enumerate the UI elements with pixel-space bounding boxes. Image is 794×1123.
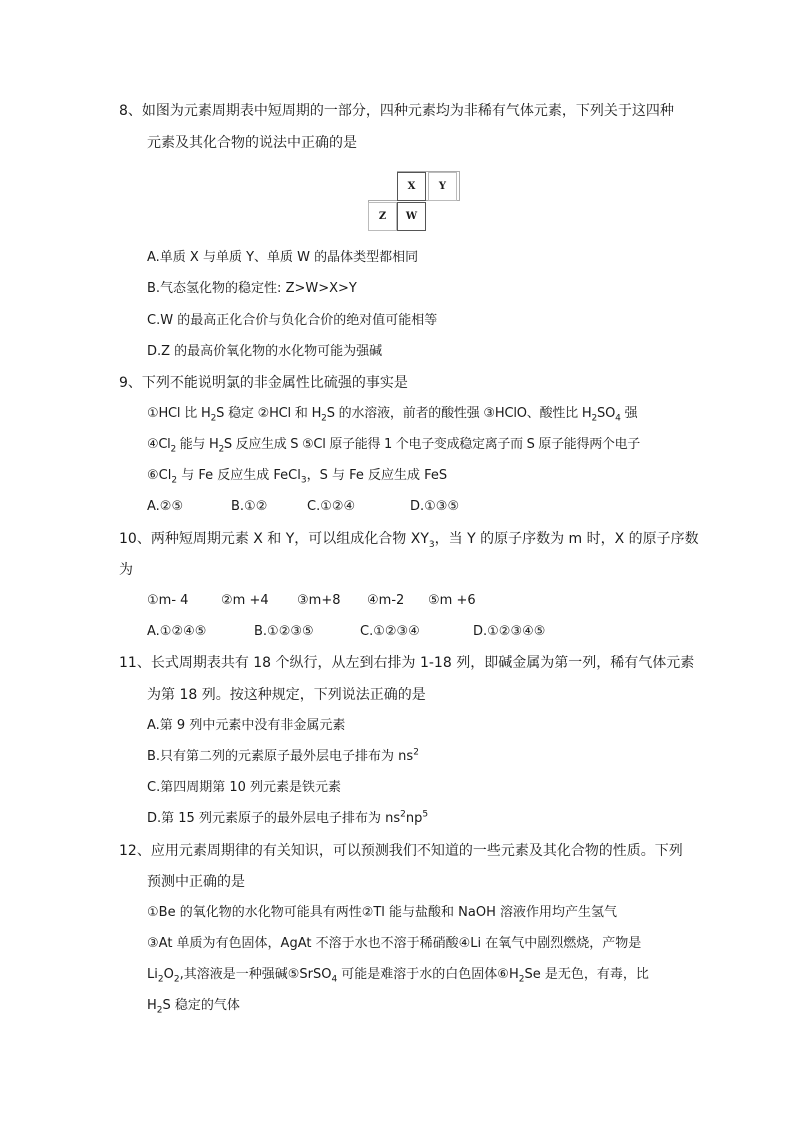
q10-item-1: ①m- 4 bbox=[147, 593, 189, 608]
q8-option-a: A.单质 X 与单质 Y、单质 W 的晶体类型都相同 bbox=[147, 250, 419, 265]
q10-option-b: B.①②③⑤ bbox=[254, 624, 314, 639]
q11-option-d: D.第 15 列元素原子的最外层电子排布为 $ns^2np^5$ bbox=[147, 809, 429, 826]
q11-option-b: B.只有第二列的元素原子最外层电子排布为 $ns^2$ bbox=[147, 747, 419, 764]
q10-item-2: ②m +4 bbox=[221, 593, 269, 608]
q9-option-d: D.①③⑤ bbox=[410, 499, 460, 514]
q10-option-d: D.①②③④⑤ bbox=[473, 624, 546, 639]
q11-stem-line2: 为第 18 列。按这种规定，下列说法正确的是 bbox=[147, 687, 426, 703]
q8-stem-line1: 8、如图为元素周期表中短周期的一部分，四种元素均为非稀有气体元素，下列关于这四种 bbox=[119, 103, 674, 119]
q10-item-5: ⑤m +6 bbox=[428, 593, 476, 608]
q12-statement-4: $H_2S$ 稳定的气体 bbox=[147, 998, 240, 1016]
cell-x: X bbox=[397, 172, 426, 201]
periodic-table-fragment bbox=[368, 171, 460, 231]
q9-option-b: B.①② bbox=[231, 499, 268, 514]
q10-option-c: C.①②③④ bbox=[360, 624, 420, 639]
q8-option-c: C.W 的最高正化合价与负化合价的绝对值可能相等 bbox=[147, 313, 438, 328]
q12-statement-3: $Li_2O_2$,其溶液是一种强碱⑤SrSO$_4$ 可能是难溶于水的白色固体$⑥H_2Se$ 是无色，有毒，比 bbox=[147, 967, 649, 985]
q8-option-b: B.气态氢化物的稳定性: Z>W>X>Y bbox=[147, 281, 357, 296]
q10-item-3: ③m+8 bbox=[297, 593, 341, 608]
q12-stem-line2: 预测中正确的是 bbox=[147, 874, 245, 890]
cell-y: Y bbox=[428, 172, 457, 201]
q9-option-c: C.①②④ bbox=[307, 499, 356, 514]
q12-statement-1: ①Be 的氧化物的水化物可能具有两性②Tl 能与盐酸和 NaOH 溶液作用均产生氢气 bbox=[147, 905, 618, 920]
cell-w: W bbox=[397, 202, 426, 231]
q9-statement-3: $⑥Cl_2$ 与 Fe 反应生成 FeCl$_3$，S 与 Fe 反应生成 FeS bbox=[147, 468, 448, 486]
q10-item-4: ④m-2 bbox=[367, 593, 405, 608]
q12-statement-2: ③At 单质为有色固体，AgAt 不溶于水也不溶于稀硝酸④Li 在氧气中剧烈燃烧，产物是 bbox=[147, 936, 642, 951]
q10-stem-line2: 为 bbox=[119, 562, 133, 578]
q9-statement-1: ①HCl 比 $H_2S$ 稳定 ②HCl 和 $H_2S$ 的水溶液，前者的酸性强 ③HClO、酸性比 $H_2SO_4$ 强 bbox=[147, 406, 638, 424]
q9-stem: 9、下列不能说明氯的非金属性比硫强的事实是 bbox=[119, 375, 408, 391]
q10-stem-line1: 10、两种短周期元素 X 和 Y，可以组成化合物 $XY_3$，当 Y 的原子序数为 m 时，X 的原子序数 bbox=[119, 531, 699, 550]
q10-option-a: A.①②④⑤ bbox=[147, 624, 207, 639]
q8-stem-line2: 元素及其化合物的说法中正确的是 bbox=[147, 135, 357, 151]
q9-statement-2: $④Cl_2$ 能与 $H_2S$ 反应生成 S ⑤Cl 原子能得 1 个电子变成稳定离子而 S 原子能得两个电子 bbox=[147, 437, 641, 455]
q11-option-c: C.第四周期第 10 列元素是铁元素 bbox=[147, 780, 342, 795]
q9-option-a: A.②⑤ bbox=[147, 499, 184, 514]
q12-stem-line1: 12、应用元素周期律的有关知识，可以预测我们不知道的一些元素及其化合物的性质。下列 bbox=[119, 843, 683, 859]
cell-z: Z bbox=[368, 202, 397, 231]
q11-stem-line1: 11、长式周期表共有 18 个纵行，从左到右排为 1-18 列，即碱金属为第一列，稀有气体元素 bbox=[119, 655, 695, 671]
q11-option-a: A.第 9 列中元素中没有非金属元素 bbox=[147, 718, 346, 733]
q8-option-d: D.Z 的最高价氧化物的水化物可能为强碱 bbox=[147, 344, 383, 359]
